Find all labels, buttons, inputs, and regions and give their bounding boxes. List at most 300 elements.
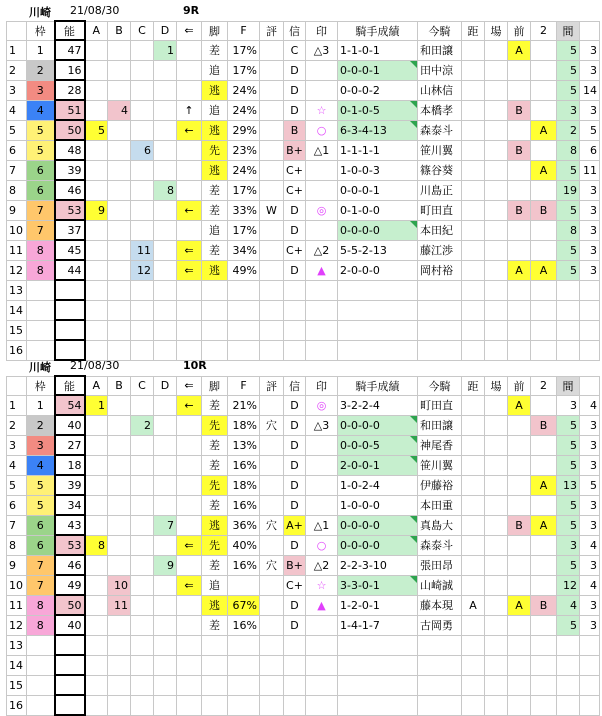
c-cell	[131, 475, 154, 495]
jockey-cell: 藤本現	[418, 595, 462, 615]
b-cell	[108, 300, 131, 320]
jockey-cell: 神尾香	[418, 435, 462, 455]
race-number-label: 9R	[183, 4, 200, 17]
table-row	[7, 615, 600, 635]
ability-cell: 44	[55, 260, 85, 280]
ability-cell: 50	[55, 595, 85, 615]
rating-cell	[260, 180, 284, 200]
ability-cell: 51	[55, 100, 85, 120]
previous-cell	[508, 60, 531, 80]
previous-cell	[508, 535, 531, 555]
last-cell: 4	[580, 535, 600, 555]
table-row	[7, 320, 600, 340]
arrow-cell: ↑	[177, 100, 202, 120]
waku-cell	[27, 320, 55, 340]
jockey-record-cell	[338, 655, 418, 675]
jockey-cell: 伊藤裕	[418, 475, 462, 495]
mark-cell: △2	[306, 240, 338, 260]
row-number: 10	[7, 575, 27, 595]
row-number: 2	[7, 415, 27, 435]
distance-cell: A	[462, 595, 485, 615]
col-header: 距	[462, 21, 485, 40]
running-style-cell: 差	[202, 435, 228, 455]
table-row	[7, 695, 600, 715]
running-style-cell	[202, 655, 228, 675]
d-cell	[154, 80, 177, 100]
b-cell	[108, 435, 131, 455]
last-cell: 3	[580, 615, 600, 635]
b-cell	[108, 240, 131, 260]
table-row	[7, 515, 600, 535]
arrow-cell	[177, 555, 202, 575]
jockey-cell: 本田紀	[418, 220, 462, 240]
previous-cell	[508, 695, 531, 715]
mark-cell	[306, 320, 338, 340]
f-cell: 49%	[228, 260, 260, 280]
interval-cell: 5	[557, 80, 580, 100]
rating-cell	[260, 635, 284, 655]
second-cell	[531, 535, 557, 555]
previous-cell	[508, 320, 531, 340]
header-row	[7, 21, 600, 40]
a-cell	[85, 695, 108, 715]
a-cell	[85, 280, 108, 300]
running-style-cell	[202, 280, 228, 300]
second-cell	[531, 635, 557, 655]
previous-cell	[508, 575, 531, 595]
previous-cell	[508, 120, 531, 140]
c-cell	[131, 515, 154, 535]
c-cell	[131, 655, 154, 675]
a-cell	[85, 300, 108, 320]
confidence-cell	[284, 655, 306, 675]
mark-cell: ▲	[306, 260, 338, 280]
a-cell	[85, 495, 108, 515]
rating-cell	[260, 535, 284, 555]
f-cell: 23%	[228, 140, 260, 160]
c-cell	[131, 60, 154, 80]
row-number: 9	[7, 555, 27, 575]
interval-cell: 5	[557, 455, 580, 475]
course-cell	[485, 220, 508, 240]
col-header: B	[108, 376, 131, 395]
mark-cell	[306, 615, 338, 635]
c-cell	[131, 435, 154, 455]
jockey-record-cell: 0-0-0-0	[338, 220, 418, 240]
waku-cell: 2	[27, 60, 55, 80]
date-label: 21/08/30	[70, 359, 120, 372]
jockey-record-cell: 0-0-0-5	[338, 435, 418, 455]
c-cell: 2	[131, 415, 154, 435]
mark-cell: △2	[306, 555, 338, 575]
distance-cell	[462, 60, 485, 80]
arrow-cell	[177, 220, 202, 240]
race-table	[6, 375, 600, 716]
ability-cell	[55, 320, 85, 340]
second-cell	[531, 675, 557, 695]
previous-cell: B	[508, 100, 531, 120]
course-cell	[485, 180, 508, 200]
running-style-cell: 先	[202, 415, 228, 435]
f-cell: 16%	[228, 455, 260, 475]
last-cell	[580, 655, 600, 675]
f-cell: 17%	[228, 40, 260, 60]
ability-cell	[55, 635, 85, 655]
mark-cell: ○	[306, 120, 338, 140]
col-header: 印	[306, 376, 338, 395]
c-cell	[131, 100, 154, 120]
c-cell	[131, 200, 154, 220]
running-style-cell	[202, 300, 228, 320]
rating-cell	[260, 475, 284, 495]
course-cell	[485, 615, 508, 635]
jockey-record-cell: 1-4-1-7	[338, 615, 418, 635]
confidence-cell	[284, 300, 306, 320]
waku-cell: 1	[27, 395, 55, 415]
waku-cell: 7	[27, 200, 55, 220]
arrow-cell	[177, 160, 202, 180]
waku-cell: 7	[27, 555, 55, 575]
course-cell	[485, 240, 508, 260]
arrow-cell	[177, 475, 202, 495]
f-cell: 16%	[228, 495, 260, 515]
last-cell: 3	[580, 220, 600, 240]
course-cell	[485, 320, 508, 340]
b-cell	[108, 455, 131, 475]
distance-cell	[462, 555, 485, 575]
waku-cell: 8	[27, 595, 55, 615]
jockey-record-cell: 0-0-0-2	[338, 80, 418, 100]
second-cell	[531, 40, 557, 60]
interval-cell: 5	[557, 160, 580, 180]
ability-cell: 40	[55, 615, 85, 635]
d-cell	[154, 140, 177, 160]
col-header: A	[85, 21, 108, 40]
a-cell	[85, 615, 108, 635]
last-cell: 3	[580, 260, 600, 280]
confidence-cell: A+	[284, 515, 306, 535]
b-cell: 11	[108, 595, 131, 615]
jockey-cell: 森泰斗	[418, 535, 462, 555]
jockey-cell: 真島大	[418, 515, 462, 535]
previous-cell	[508, 415, 531, 435]
f-cell: 33%	[228, 200, 260, 220]
mark-cell	[306, 695, 338, 715]
jockey-cell: 岡村裕	[418, 260, 462, 280]
previous-cell	[508, 475, 531, 495]
second-cell	[531, 320, 557, 340]
jockey-record-cell: 5-5-2-13	[338, 240, 418, 260]
last-cell	[580, 675, 600, 695]
previous-cell	[508, 435, 531, 455]
running-style-cell: 逃	[202, 160, 228, 180]
mark-cell	[306, 635, 338, 655]
last-cell: 3	[580, 60, 600, 80]
d-cell	[154, 220, 177, 240]
confidence-cell	[284, 280, 306, 300]
col-header-blank	[7, 21, 27, 40]
row-number: 10	[7, 220, 27, 240]
d-cell: 9	[154, 555, 177, 575]
rating-cell	[260, 395, 284, 415]
mark-cell: ◎	[306, 395, 338, 415]
row-number: 16	[7, 340, 27, 360]
previous-cell: B	[508, 140, 531, 160]
running-style-cell: 差	[202, 395, 228, 415]
waku-cell: 6	[27, 535, 55, 555]
last-cell	[580, 695, 600, 715]
c-cell	[131, 695, 154, 715]
waku-cell: 6	[27, 515, 55, 535]
b-cell	[108, 280, 131, 300]
confidence-cell	[284, 340, 306, 360]
c-cell	[131, 40, 154, 60]
c-cell	[131, 455, 154, 475]
interval-cell: 5	[557, 60, 580, 80]
b-cell	[108, 615, 131, 635]
course-cell	[485, 415, 508, 435]
col-header: 能	[55, 376, 85, 395]
b-cell	[108, 200, 131, 220]
jockey-cell: 和田譲	[418, 40, 462, 60]
ability-cell: 39	[55, 160, 85, 180]
b-cell	[108, 535, 131, 555]
arrow-cell: ⇐	[177, 575, 202, 595]
mark-cell	[306, 455, 338, 475]
mark-cell	[306, 475, 338, 495]
a-cell	[85, 180, 108, 200]
d-cell	[154, 535, 177, 555]
running-style-cell	[202, 340, 228, 360]
a-cell: 8	[85, 535, 108, 555]
second-cell	[531, 655, 557, 675]
ability-cell: 45	[55, 240, 85, 260]
col-header: 評	[260, 21, 284, 40]
col-header: 評	[260, 376, 284, 395]
confidence-cell: D	[284, 220, 306, 240]
a-cell: 1	[85, 395, 108, 415]
last-cell: 5	[580, 475, 600, 495]
arrow-cell	[177, 455, 202, 475]
second-cell	[531, 395, 557, 415]
previous-cell: B	[508, 200, 531, 220]
c-cell	[131, 495, 154, 515]
last-cell	[580, 280, 600, 300]
f-cell: 18%	[228, 415, 260, 435]
venue-label: 川崎	[29, 361, 51, 374]
interval-cell: 5	[557, 435, 580, 455]
waku-cell: 8	[27, 615, 55, 635]
distance-cell	[462, 575, 485, 595]
mark-cell	[306, 340, 338, 360]
table-row	[7, 495, 600, 515]
last-cell: 6	[580, 140, 600, 160]
rating-cell	[260, 220, 284, 240]
running-style-cell: 差	[202, 200, 228, 220]
c-cell	[131, 615, 154, 635]
row-number: 11	[7, 595, 27, 615]
f-cell: 40%	[228, 535, 260, 555]
rating-cell	[260, 595, 284, 615]
table-row	[7, 140, 600, 160]
previous-cell	[508, 495, 531, 515]
interval-cell: 4	[557, 595, 580, 615]
second-cell	[531, 240, 557, 260]
col-header: D	[154, 21, 177, 40]
interval-cell: 12	[557, 575, 580, 595]
b-cell	[108, 695, 131, 715]
confidence-cell	[284, 320, 306, 340]
c-cell: 12	[131, 260, 154, 280]
a-cell	[85, 80, 108, 100]
confidence-cell: D	[284, 435, 306, 455]
b-cell	[108, 180, 131, 200]
waku-cell: 8	[27, 240, 55, 260]
rating-cell	[260, 695, 284, 715]
last-cell: 3	[580, 435, 600, 455]
arrow-cell: ←	[177, 200, 202, 220]
row-number: 3	[7, 80, 27, 100]
course-cell	[485, 595, 508, 615]
jockey-cell: 藤江渉	[418, 240, 462, 260]
table-row	[7, 555, 600, 575]
jockey-record-cell: 0-0-0-1	[338, 60, 418, 80]
col-header: B	[108, 21, 131, 40]
rating-cell	[260, 615, 284, 635]
second-cell	[531, 495, 557, 515]
table-row	[7, 300, 600, 320]
arrow-cell	[177, 675, 202, 695]
course-cell	[485, 555, 508, 575]
c-cell	[131, 120, 154, 140]
ability-cell	[55, 655, 85, 675]
jockey-record-cell: 0-1-0-0	[338, 200, 418, 220]
course-cell	[485, 340, 508, 360]
ability-cell: 16	[55, 60, 85, 80]
running-style-cell: 差	[202, 455, 228, 475]
running-style-cell: 逃	[202, 120, 228, 140]
waku-cell	[27, 635, 55, 655]
rating-cell: 穴	[260, 555, 284, 575]
d-cell	[154, 60, 177, 80]
b-cell	[108, 475, 131, 495]
previous-cell	[508, 220, 531, 240]
running-style-cell: 先	[202, 535, 228, 555]
col-header: 印	[306, 21, 338, 40]
waku-cell	[27, 675, 55, 695]
running-style-cell: 追	[202, 220, 228, 240]
running-style-cell: 逃	[202, 515, 228, 535]
last-cell: 11	[580, 160, 600, 180]
jockey-cell	[418, 635, 462, 655]
distance-cell	[462, 655, 485, 675]
waku-cell	[27, 340, 55, 360]
rating-cell	[260, 100, 284, 120]
confidence-cell	[284, 635, 306, 655]
mark-cell: ☆	[306, 575, 338, 595]
jockey-cell	[418, 320, 462, 340]
distance-cell	[462, 515, 485, 535]
confidence-cell: B+	[284, 555, 306, 575]
confidence-cell: D	[284, 455, 306, 475]
col-header: 2	[531, 376, 557, 395]
jockey-record-cell: 3-2-2-4	[338, 395, 418, 415]
rating-cell	[260, 140, 284, 160]
ability-cell: 53	[55, 535, 85, 555]
last-cell: 3	[580, 415, 600, 435]
c-cell	[131, 220, 154, 240]
table-row	[7, 595, 600, 615]
jockey-cell: 本橋孝	[418, 100, 462, 120]
mark-cell: ☆	[306, 100, 338, 120]
second-cell	[531, 140, 557, 160]
rating-cell	[260, 655, 284, 675]
waku-cell: 3	[27, 435, 55, 455]
waku-cell: 5	[27, 140, 55, 160]
row-number: 4	[7, 100, 27, 120]
table-row	[7, 80, 600, 100]
jockey-record-cell	[338, 300, 418, 320]
last-cell: 3	[580, 180, 600, 200]
second-cell: A	[531, 515, 557, 535]
b-cell	[108, 415, 131, 435]
row-number: 11	[7, 240, 27, 260]
jockey-record-cell: 1-0-2-4	[338, 475, 418, 495]
jockey-cell: 篠谷葵	[418, 160, 462, 180]
f-cell: 17%	[228, 220, 260, 240]
date-label: 21/08/30	[70, 4, 120, 17]
jockey-record-cell: 2-0-0-0	[338, 260, 418, 280]
f-cell	[228, 675, 260, 695]
table-row	[7, 475, 600, 495]
mark-cell: △3	[306, 40, 338, 60]
f-cell	[228, 340, 260, 360]
d-cell	[154, 120, 177, 140]
rating-cell: 穴	[260, 515, 284, 535]
course-cell	[485, 40, 508, 60]
arrow-cell	[177, 655, 202, 675]
d-cell	[154, 655, 177, 675]
col-header: 前	[508, 376, 531, 395]
jockey-cell: 笹川翼	[418, 140, 462, 160]
second-cell	[531, 555, 557, 575]
running-style-cell: 差	[202, 40, 228, 60]
arrow-cell	[177, 415, 202, 435]
distance-cell	[462, 40, 485, 60]
jockey-record-cell: 2-2-3-10	[338, 555, 418, 575]
col-header: 枠	[27, 376, 55, 395]
row-number: 14	[7, 300, 27, 320]
waku-cell: 7	[27, 575, 55, 595]
table-row	[7, 160, 600, 180]
previous-cell	[508, 240, 531, 260]
c-cell: 6	[131, 140, 154, 160]
arrow-cell	[177, 595, 202, 615]
f-cell: 21%	[228, 395, 260, 415]
rating-cell	[260, 575, 284, 595]
f-cell	[228, 320, 260, 340]
distance-cell	[462, 180, 485, 200]
arrow-cell	[177, 515, 202, 535]
distance-cell	[462, 535, 485, 555]
race-header	[0, 4, 602, 18]
distance-cell	[462, 140, 485, 160]
b-cell	[108, 120, 131, 140]
a-cell	[85, 635, 108, 655]
rating-cell	[260, 435, 284, 455]
arrow-cell	[177, 340, 202, 360]
row-number: 8	[7, 180, 27, 200]
